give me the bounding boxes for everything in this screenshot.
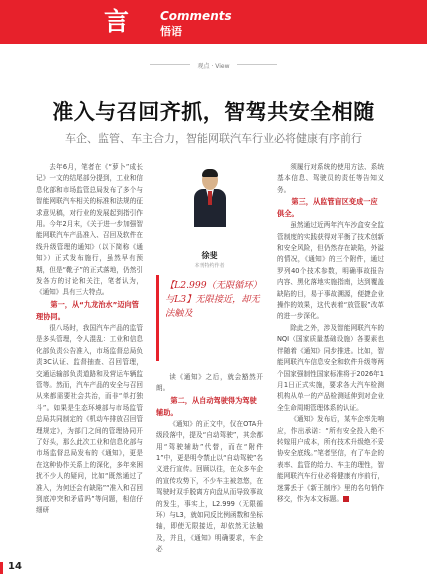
section-heading: 第三，从监管盲区变成一应俱全。: [277, 197, 378, 219]
article-column-1: [36, 162, 143, 517]
page-number: 14: [8, 561, 22, 572]
article-column-3: [277, 162, 384, 505]
column-header-banner: [0, 0, 427, 44]
section-tag-rule-right: [237, 64, 277, 65]
body-paragraph: 除此之外，涉及智能网联汽车的NQI（国家质量基础设施）各要素也伴随着《通知》同步推进。比如，智能网联汽车信息安全和软件升级等两个国家强制性国家标准将于2026年1月1日正式实施，要求各大汽车检测机构从单一的产品检测延伸到对企业全生命周期管理体系的认证。: [277, 323, 384, 412]
author-name: 徐斐: [201, 251, 218, 260]
body-paragraph: 《通知》的正文中，仅在OTA升级段落中，提及“自动驾驶”，其余都用“驾驶辅助”代替，而在“附件1”中，更是明令禁止以“自动驾驶”名义进行宣传。回顾以往，在众多车企的宣传攻势下，不少车主被忽悠，在驾驶时双手脱离方向盘从而导致事故的发生，事实上，L2.999（无限循环）与L3，就如同反比例函数和坐标轴，即使无限接近，却依然无法触及，并且，《通知》明确要求，车企必: [156, 419, 263, 554]
column-name-english: Comments: [160, 9, 232, 23]
body-paragraph: 《通知》发布后，某车企率先响应，作出承诺：“所有安全投入绝不转嫁用户成本，所有技术升级绝不妥协安全底线。”笔者坚信，有了车企的表率、监管的给力、车主的理性，智能网联汽车行业必将健康有序前行，迷雾丢于《新王制序》里的名句悄作移交，作为本文标题。: [277, 415, 384, 503]
body-paragraph: 读《通知》之后，就会豁然开朗。: [156, 373, 263, 393]
page-number-marker: [0, 562, 3, 574]
section-tag: 观点 · View: [197, 63, 230, 70]
body-paragraph: 很八场时，我国汽车产品的监管是多头管理，令人混乱：工业和信息化部负责公告准入，市场监督总局负责3C认证、监督抽查、召回管理，交通运输部负责道路和及营运车辆监管等。然而，汽车产品的安全与召回从来都需要社会共治，而非“单打独斗”。如果是生态环境部与市场监管总局共同制定的《机动车排放召回管理规定》，为部门之间的管理协同开了好头，那么此次工业和信息化部与市场监督总局发布的《通知》，更是在这种协作关系上的深化，多年来困扰不少人的疑问，比如“既然通过了准入，为何还会有缺陷”“准入和召回到底冲突和矛盾吗”等问题，相信仔细研: [36, 323, 143, 515]
section-heading: 第二，从自动驾驶得为驾驶辅助。: [156, 395, 257, 417]
column-name-chinese: 悟语: [160, 25, 182, 38]
author-portrait-figure: [194, 170, 226, 250]
column-logo-glyph: 言: [104, 7, 128, 36]
pull-quote-text: 【L2.999（无限循环）与L3】无限接近，却无法触及: [165, 280, 262, 319]
author-role: 本刊特约作者: [194, 263, 225, 269]
body-paragraph: 虽然通过近两年汽车沙盒安全监管制度的实践获得对平衡了技术创新和安全风险，但仍然存在缺陷，外溢的情况，《通知》的三个附件，通过罗列40个技术参数，明确事故报告内容、黑化落地实施指南，达到覆盖缺陷的目，易于事故溯源，便捷企业操作的效果，这代表着“放管服”改革的进一步深化。: [277, 221, 384, 321]
article-column-2: [156, 372, 263, 556]
author-photo: [156, 162, 263, 252]
pull-quote-accent-bar: [156, 275, 159, 361]
body-paragraph: 须履行对系统的使用方法、系统基本信息、驾驶员的责任等告知义务。: [277, 163, 384, 194]
section-heading: 第一，从“九龙治水”迈向管理协同。: [36, 299, 139, 321]
body-paragraph: 去年6月，笔者在《“萝卜”成长记》一文的结尾部分提到，工业和信息化部和市场监管总局发布了多个与智能网联汽车相关的标准和法规的征求意见稿，对行业的发展起到指引作用。今年2月末，《关于进一步加强智能网联汽车产品准入、召回及软件在线升级管理的通知》（以下简称《通知》）正式发布施行，虽然早有预期，但是“靴子”的正式落地，仍然引发各方的讨论和关注，笔者认为，《通知》具有三大特点。: [36, 163, 143, 297]
article-end-mark: [343, 496, 349, 502]
article-subtitle: 车企、监管、车主合力，智能网联汽车行业必将健康有序前行: [65, 132, 362, 145]
article-title: 准入与召回齐抓，智驾共安全相随: [52, 99, 375, 124]
pull-quote: [156, 275, 263, 363]
